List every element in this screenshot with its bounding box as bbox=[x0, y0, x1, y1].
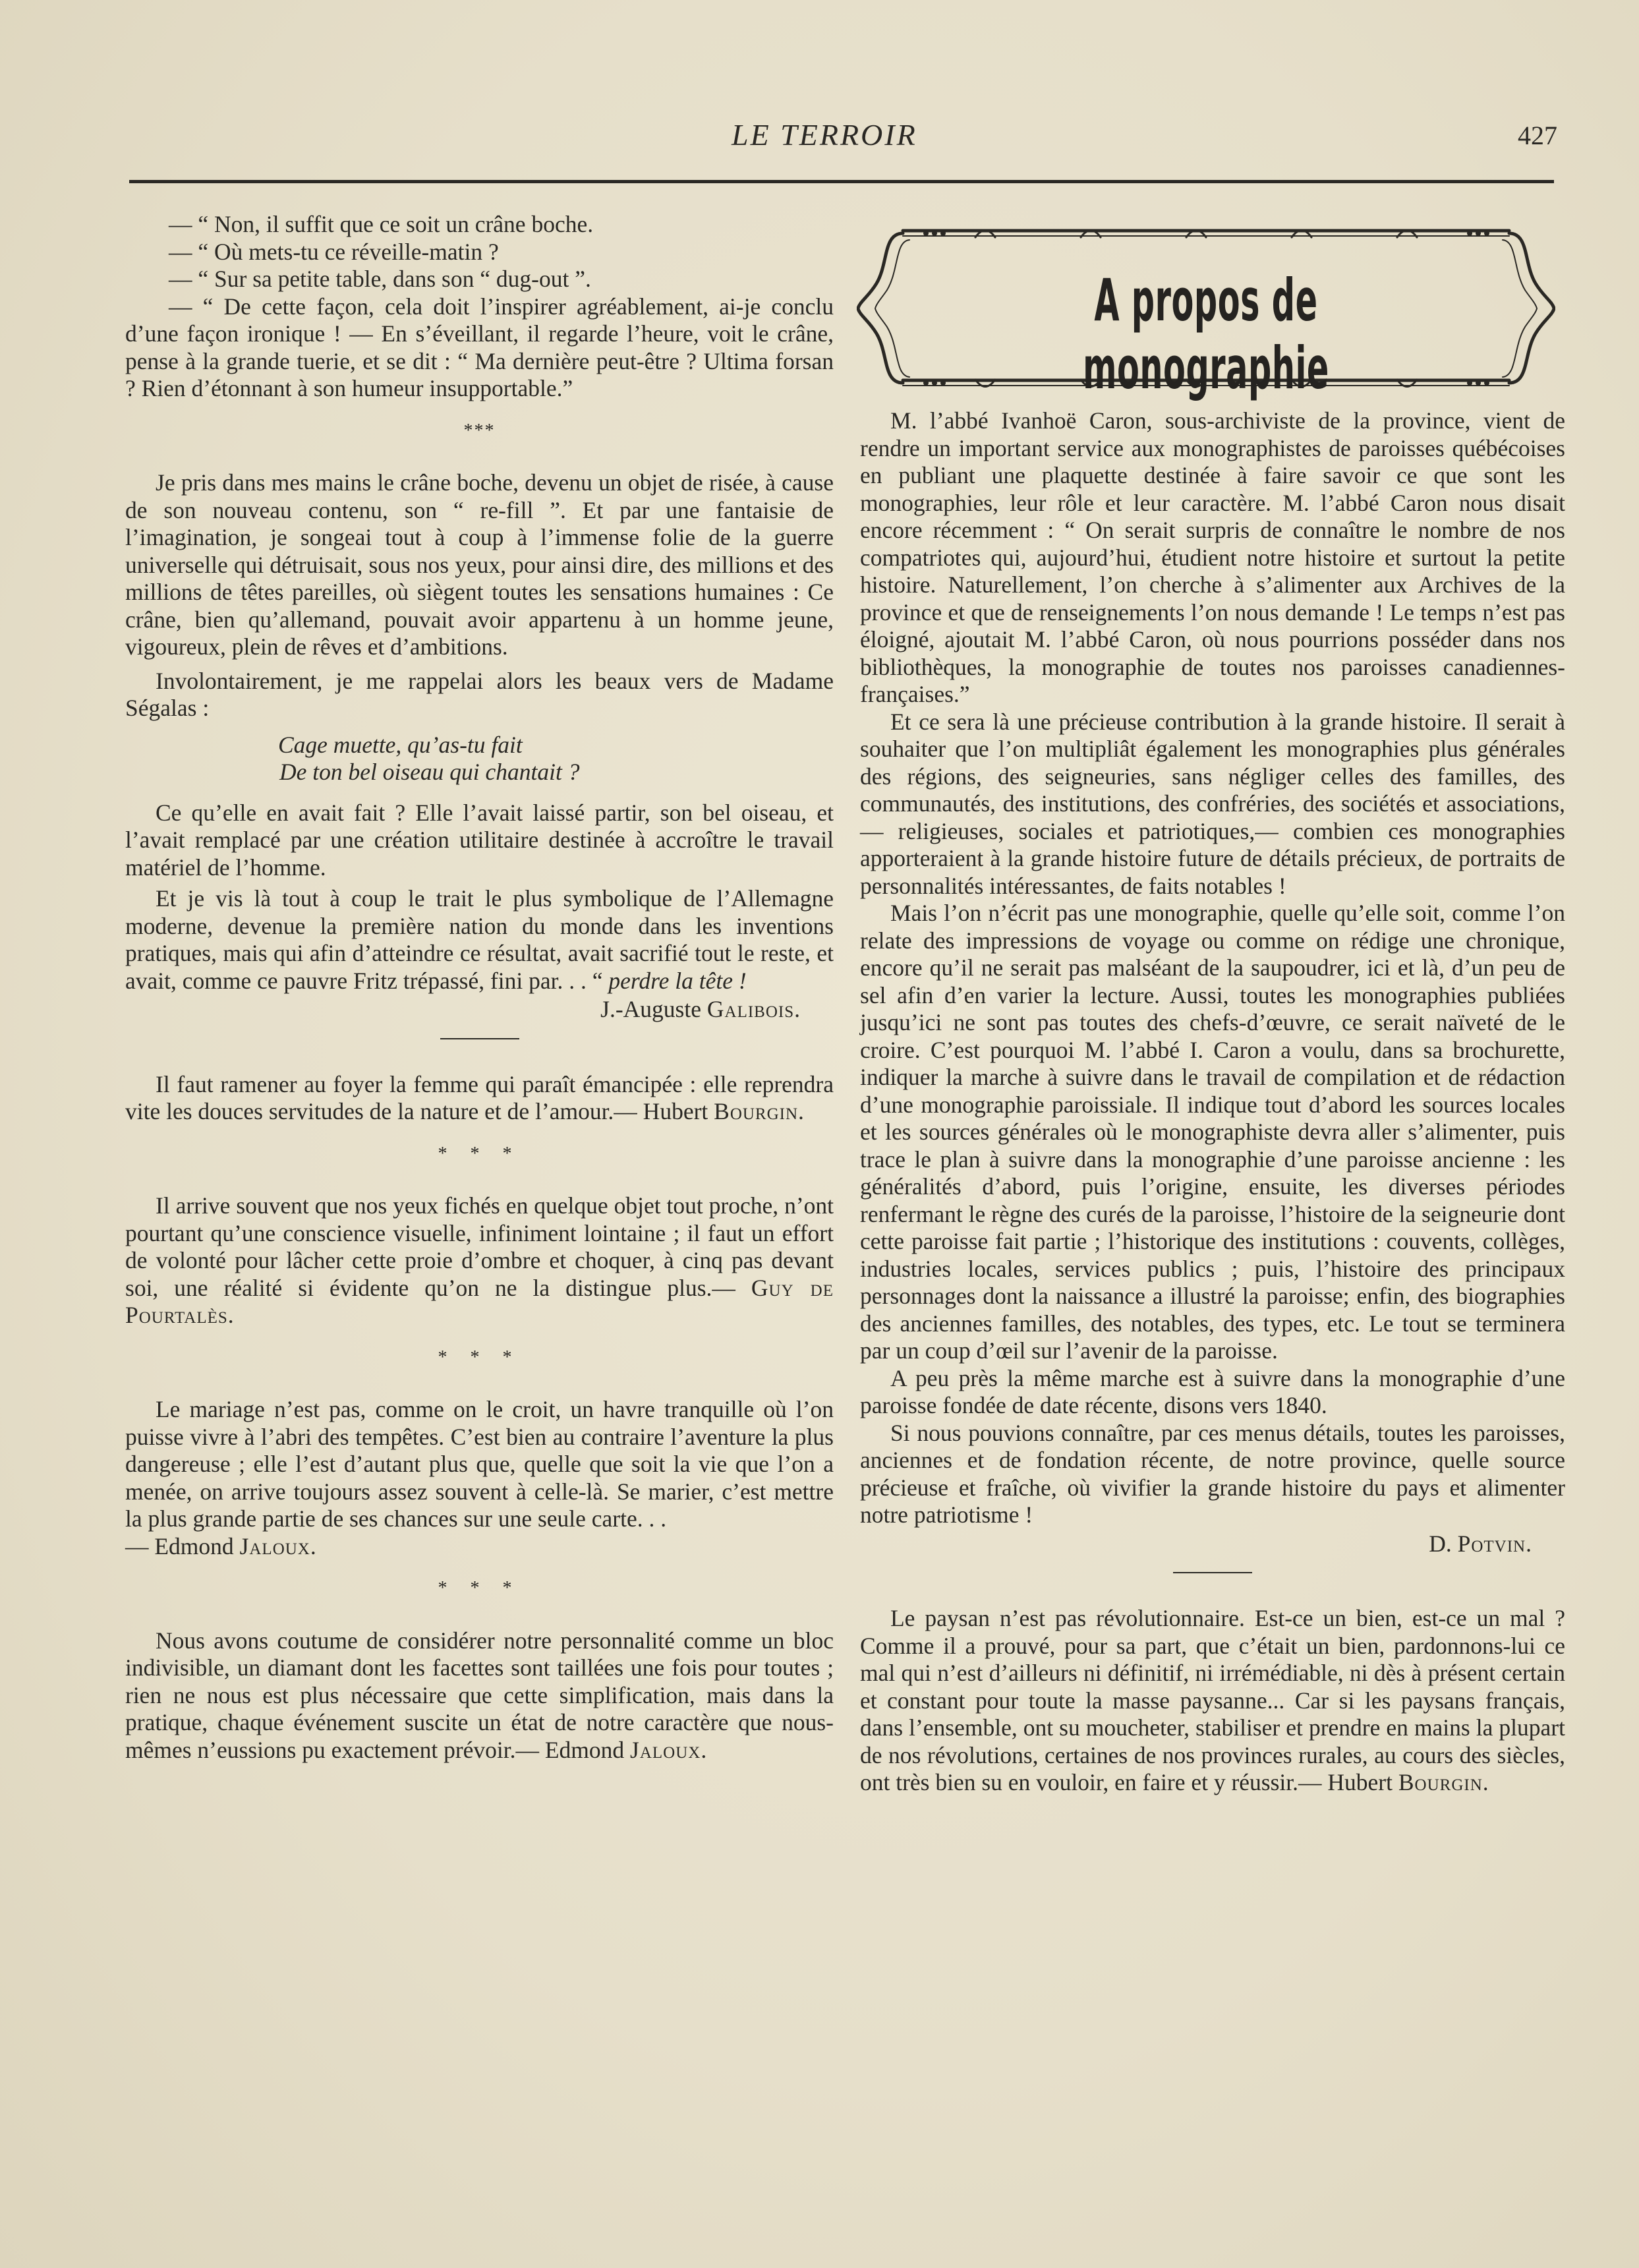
paragraph: A peu près la même marche est à suivre dans la monographie d’une paroisse fondée de date récente, disons vers 1840. bbox=[860, 1364, 1565, 1418]
signature-surname: Potvin. bbox=[1457, 1530, 1532, 1557]
quotation-author: Jaloux. bbox=[239, 1532, 317, 1559]
section-separator: * * * bbox=[438, 1143, 521, 1164]
verse-quote bbox=[125, 732, 834, 786]
quotation-author: Jaloux. bbox=[630, 1736, 708, 1763]
signature-first-name: D. bbox=[1429, 1530, 1452, 1557]
section-separator: * * * bbox=[438, 1347, 521, 1368]
short-rule bbox=[1173, 1572, 1252, 1573]
paragraph: Et ce sera là une précieuse contribution à la grande histoire. Il serait à souhaiter que l’on multipliât également les monographies plus générales des régions, des seigneuries, sans négliger celles des familles, des communautés, des institutions, des confréries, des sociétés et associations,— religieuses, sociales et patriotiques,— combien ces monographies apporteraient à la grande histoire future de détails précieux, de portraits de personnalités intéressantes, de faits notables ! bbox=[860, 708, 1565, 899]
paragraph: Involontairement, je me rappelai alors les beaux vers de Madame Ségalas : bbox=[125, 667, 834, 721]
right-column bbox=[860, 407, 1565, 1797]
quotation bbox=[125, 1627, 834, 1764]
signature-first-name: J.-Auguste bbox=[600, 996, 701, 1022]
quotation-text: Il faut ramener au foyer la femme qui paraît émancipée : elle reprendra vite les douces servitudes de la nature et de l’amour.— Hubert bbox=[125, 1070, 834, 1124]
dialogue-line: — “ Sur sa petite table, dans son “ dug-out ”. bbox=[169, 266, 591, 292]
paragraph: Si nous pouvions connaître, par ces menus détails, toutes les paroisses, anciennes et de fondation récente, de notre province, quelle source précieuse et fraîche, où vivifier la grande histoire du pays et alimenter notre patriotisme ! bbox=[860, 1419, 1565, 1528]
paragraph: Ce qu’elle en avait fait ? Elle l’avait laissé partir, son bel oiseau, et l’avait remplacé par une création utilitaire destinée à accroître le travail matériel de l’homme. bbox=[125, 799, 834, 881]
page-number: 427 bbox=[1518, 121, 1557, 150]
paragraph bbox=[125, 885, 834, 995]
paragraph: Mais l’on n’écrit pas une monographie, quelle qu’elle soit, comme l’on relate des impressions de voyage ou comme on rédige une chronique, encore qu’il ne serait pas malséant de la saupoudrer, ici et là, d’un peu de sel afin d’en varier la lecture. Aussi, toutes les monographies publiées jusqu’ici ne sont pas toutes des chefs-d’œuvre, ce serait naïveté de le croire. C’est pourquoi M. l’abbé I. Caron a voulu, dans sa brochurette, indiquer la marche à suivre dans le travail de compilation et de rédaction d’une monographie paroissiale. Il indique tout d’abord les sources locales et les sources générales où le monographiste devra aller s’alimenter, puis trace le plan à suivre dans la monographie d’une paroisse ancienne : les généralités d’abord, puis l’origine, ensuite, les diverses périodes renfermant le règne des curés de la paroisse, l’histoire de la seigneurie dont cette paroisse fait partie ; l’historique des institutions : couvents, collèges, industries locales, services publics ; puis, l’histoire des principaux personnages dont la naissance a illustré la paroisse; enfin, des biographies des anciennes familles, des notables, des types, etc. Le tout se terminera par un coup d’œil sur l’avenir de la paroisse. bbox=[860, 900, 1565, 1364]
short-rule bbox=[440, 1038, 519, 1039]
article-title: A propos de monographie bbox=[1083, 266, 1329, 402]
quotation-text: Nous avons coutume de considérer notre personnalité comme un bloc indivisible, un diamant dont les facettes sont taillées une fois pour toutes ; rien ne nous est plus nécessaire que cette simplification, mais dans la pratique, chaque événement suscite un état de notre caractère que nous-mêmes n’eussions pu exactement prévoir.— Edmond bbox=[125, 1627, 834, 1763]
verse-line: Cage muette, qu’as-tu fait bbox=[278, 731, 523, 758]
paragraph-text: Et je vis là tout à coup le trait le plus symbolique de l’Allemagne moderne, devenue la première nation du monde dans les inventions pratiques, mais qui afin d’atteindre ce résultat, avait sacrifié tout le reste, et avait, comme ce pauvre Fritz trépassé, fini par. . . “ bbox=[125, 885, 834, 994]
signature bbox=[860, 1530, 1565, 1558]
quotation-text: Le mariage n’est pas, comme on le croit, un havre tranquille où l’on puisse vivre à l’abri des tempêtes. C’est bien au contraire l’aventure la plus dangereuse ; elle l’est d’autant plus que, quelle que soit la vie que l’on a menée, on arrive toujours assez souvent à celle-là. Se marier, c’est mettre la plus grande partie de ses chances sur une seule carte. . . bbox=[125, 1396, 834, 1532]
quotation-author: Guy de Pourtalès. bbox=[125, 1274, 834, 1328]
dialogue-line: — “ Où mets-tu ce réveille-matin ? bbox=[169, 238, 499, 265]
verse-line: De ton bel oiseau qui chantait ? bbox=[279, 759, 580, 785]
quotation-attribution: — Edmond bbox=[125, 1532, 234, 1559]
left-column bbox=[125, 211, 834, 1764]
quotation-text: Le paysan n’est pas révolutionnaire. Est-ce un bien, est-ce un mal ? Comme il a prouvé, pour sa part, que c’était un bien, pardonnons-lui ce mal qui n’est d’ailleurs ni définitif, ni irrémédiable, ni dès à présent certain et constant pour toute la masse paysanne... Car si les paysans français, dans l’ensemble, ont su moucheter, stabiliser et prendre en mains la plupart de nos révolutions, certaines de nos provinces rurales, au cours des siècles, ont très bien su en vouloir, en faire et y réussir.— Hubert bbox=[860, 1605, 1565, 1795]
quotation bbox=[125, 1396, 834, 1560]
quotation-author: Bourgin. bbox=[714, 1098, 805, 1124]
signature-surname: Galibois. bbox=[706, 996, 801, 1022]
paragraph: Je pris dans mes mains le crâne boche, devenu un objet de risée, à cause de son nouveau contenu, son “ re-fill ”. Et par une fantaisie de l’imagination, je songeai tout à coup à l’immense folie de la guerre universelle qui détruisait, sous nos yeux, pour ainsi dire, des millions et des millions de têtes pareilles, où siègent toutes les sensations humaines : Ce crâne, bien qu’allemand, pouvait avoir appartenu à un homme jeune, vigoureux, plein de rêves et d’ambitions. bbox=[125, 469, 834, 660]
signature bbox=[125, 996, 834, 1024]
header-rule bbox=[129, 180, 1554, 183]
quotation-text: Il arrive souvent que nos yeux fichés en quelque objet tout proche, n’ont pourtant qu’une conscience visuelle, infiniment lointaine ; il faut un effort de volonté pour lâcher cette proie d’ombre et choquer, à cinq pas devant soi, une réalité si évidente qu’on ne la distingue plus.— bbox=[125, 1192, 834, 1301]
quotation bbox=[125, 1071, 834, 1126]
dialogue-line: — “ De cette façon, cela doit l’inspirer agréablement, ai-je conclu d’une façon ironique ! — En s’éveillant, il regarde l’heure, voit le crâne, pense à la grande tuerie, et se dit : “ Ma dernière peut-être ? Ultima forsan ? Rien d’étonnant à son humeur insupportable.” bbox=[125, 293, 834, 401]
quotation-author: Bourgin. bbox=[1398, 1769, 1489, 1795]
article-title-banner bbox=[857, 224, 1555, 402]
running-title: LE TERROIR bbox=[732, 118, 917, 152]
emphasis: perdre la tête ! bbox=[608, 967, 747, 994]
section-separator: *** bbox=[463, 420, 496, 441]
dialogue-line: — “ Non, il suffit que ce soit un crâne boche. bbox=[169, 211, 594, 237]
section-separator: * * * bbox=[438, 1578, 521, 1598]
quotation bbox=[860, 1605, 1565, 1797]
quotation bbox=[125, 1192, 834, 1329]
paragraph: M. l’abbé Ivanhoë Caron, sous-archiviste de la province, vient de rendre un important service aux monographistes de paroisses québécoises en publiant une plaquette destinée à faire savoir ce que sont les monographies, leur rôle et leur caractère. M. l’abbé Caron nous disait encore récemment : “ On serait surpris de connaître le nombre de nos compatriotes qui, aujourd’hui, étudient notre histoire et surtout la petite histoire. Naturellement, l’on cherche à s’alimenter aux Archives de la province et que de renseignements l’on nous demande ! Le temps n’est pas éloigné, ajoutait M. l’abbé Caron, où nous pourrions posséder dans nos bibliothèques, la monographie de toutes nos paroisses canadiennes-françaises.” bbox=[860, 407, 1565, 707]
